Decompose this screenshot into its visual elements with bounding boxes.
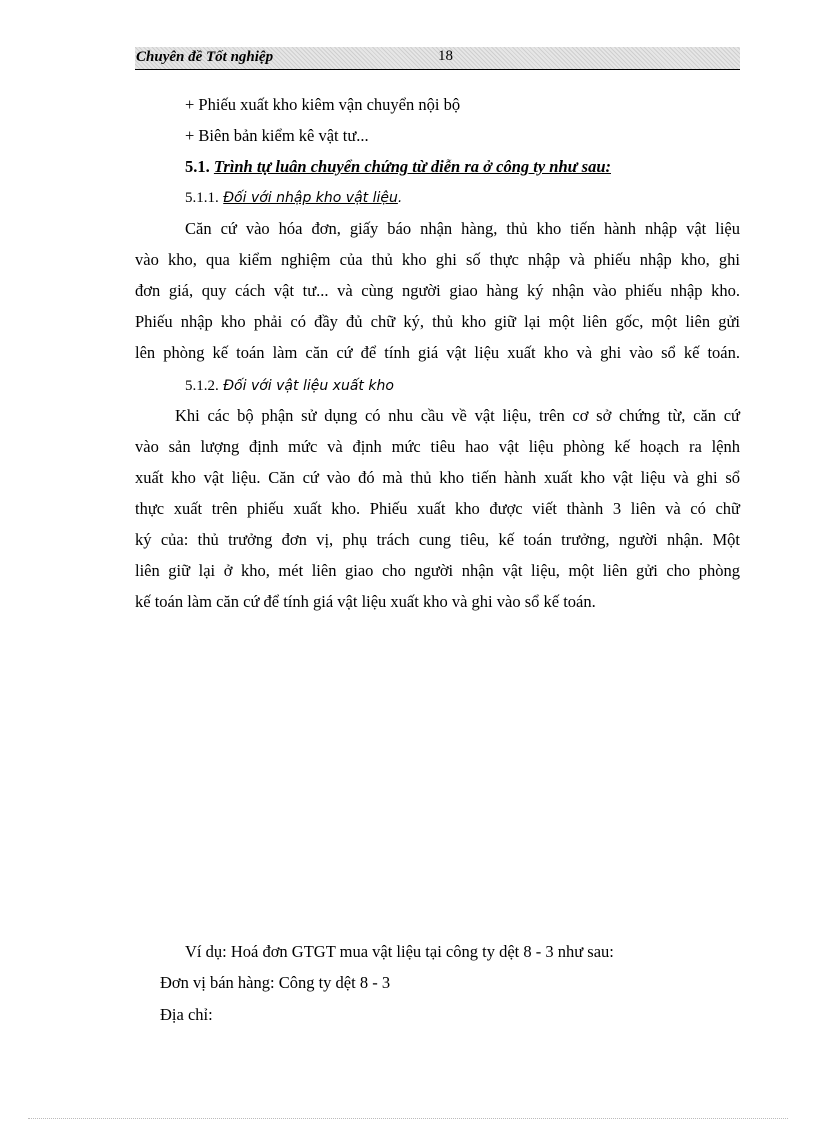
paragraph-line: vào sản lượng định mức và định mức tiêu hao vật liệu phòng kế hoạch ra lệnh [135, 437, 740, 456]
subsection-title: Đối với nhập kho vật liệu [223, 190, 398, 206]
paragraph-line: Căn cứ vào hóa đơn, giấy báo nhận hàng, thủ kho tiến hành nhập vật liệu [185, 219, 740, 238]
paragraph-line: ký của: thủ trưởng đơn vị, phụ trách cung tiêu, kế toán trưởng, người nhận. Một [135, 530, 740, 549]
bullet-item: + Biên bản kiểm kê vật tư... [185, 126, 369, 145]
bullet-item: + Phiếu xuất kho kiêm vận chuyển nội bộ [185, 95, 461, 114]
header-title: Chuyên đề Tốt nghiệp [136, 49, 274, 65]
paragraph-line: lên phòng kế toán làm căn cứ để tính giá vật liệu xuất kho và ghi vào sổ kế toán. [135, 343, 740, 362]
paragraph-line: thực xuất trên phiếu xuất kho. Phiếu xuất kho được viết thành 3 liên và có chữ [135, 499, 740, 518]
subsection-heading [185, 188, 402, 208]
paragraph-line: đơn giá, quy cách vật tư... và cùng người giao hàng ký nhận vào phiếu nhập kho. [135, 281, 740, 300]
paragraph-line: Phiếu nhập kho phải có đầy đủ chữ ký, thủ kho giữ lại một liên gốc, một liên gửi [135, 312, 740, 331]
example-intro: Ví dụ: Hoá đơn GTGT mua vật liệu tại công ty dệt 8 - 3 như sau: [185, 942, 614, 961]
section-title: Trình tự luân chuyển chứng từ diễn ra ở công ty như sau: [213, 157, 611, 176]
seller-line: Đơn vị bán hàng: Công ty dệt 8 - 3 [160, 973, 391, 992]
page-number: 18 [438, 48, 453, 64]
subsection-title: Đối với vật liệu xuất kho [223, 378, 394, 394]
page-header [135, 47, 740, 70]
paragraph-line: liên giữ lại ở kho, mét liên giao cho người nhận vật liệu, một liên gửi cho phòng [135, 561, 740, 580]
footer-divider [28, 1118, 788, 1119]
subsection-trail: . [397, 190, 403, 206]
section-number: 5.1. [185, 157, 210, 176]
paragraph-line: kế toán làm căn cứ để tính giá vật liệu xuất kho và ghi vào sổ kế toán. [135, 592, 596, 611]
subsection-heading [185, 376, 394, 396]
subsection-number: 5.1.1. [185, 190, 219, 206]
paragraph-line: vào kho, qua kiểm nghiệm của thủ kho ghi số thực nhập và phiếu nhập kho, ghi [135, 250, 740, 269]
paragraph-line: Khi các bộ phận sử dụng có nhu cầu về vật liệu, trên cơ sở chứng từ, căn cứ [175, 406, 740, 425]
address-line: Địa chỉ: [160, 1005, 213, 1024]
paragraph-line: xuất kho vật liệu. Căn cứ vào đó mà thủ kho tiến hành xuất kho vật liệu và ghi sổ [135, 468, 740, 487]
subsection-number: 5.1.2. [185, 378, 219, 394]
section-heading [185, 157, 611, 177]
